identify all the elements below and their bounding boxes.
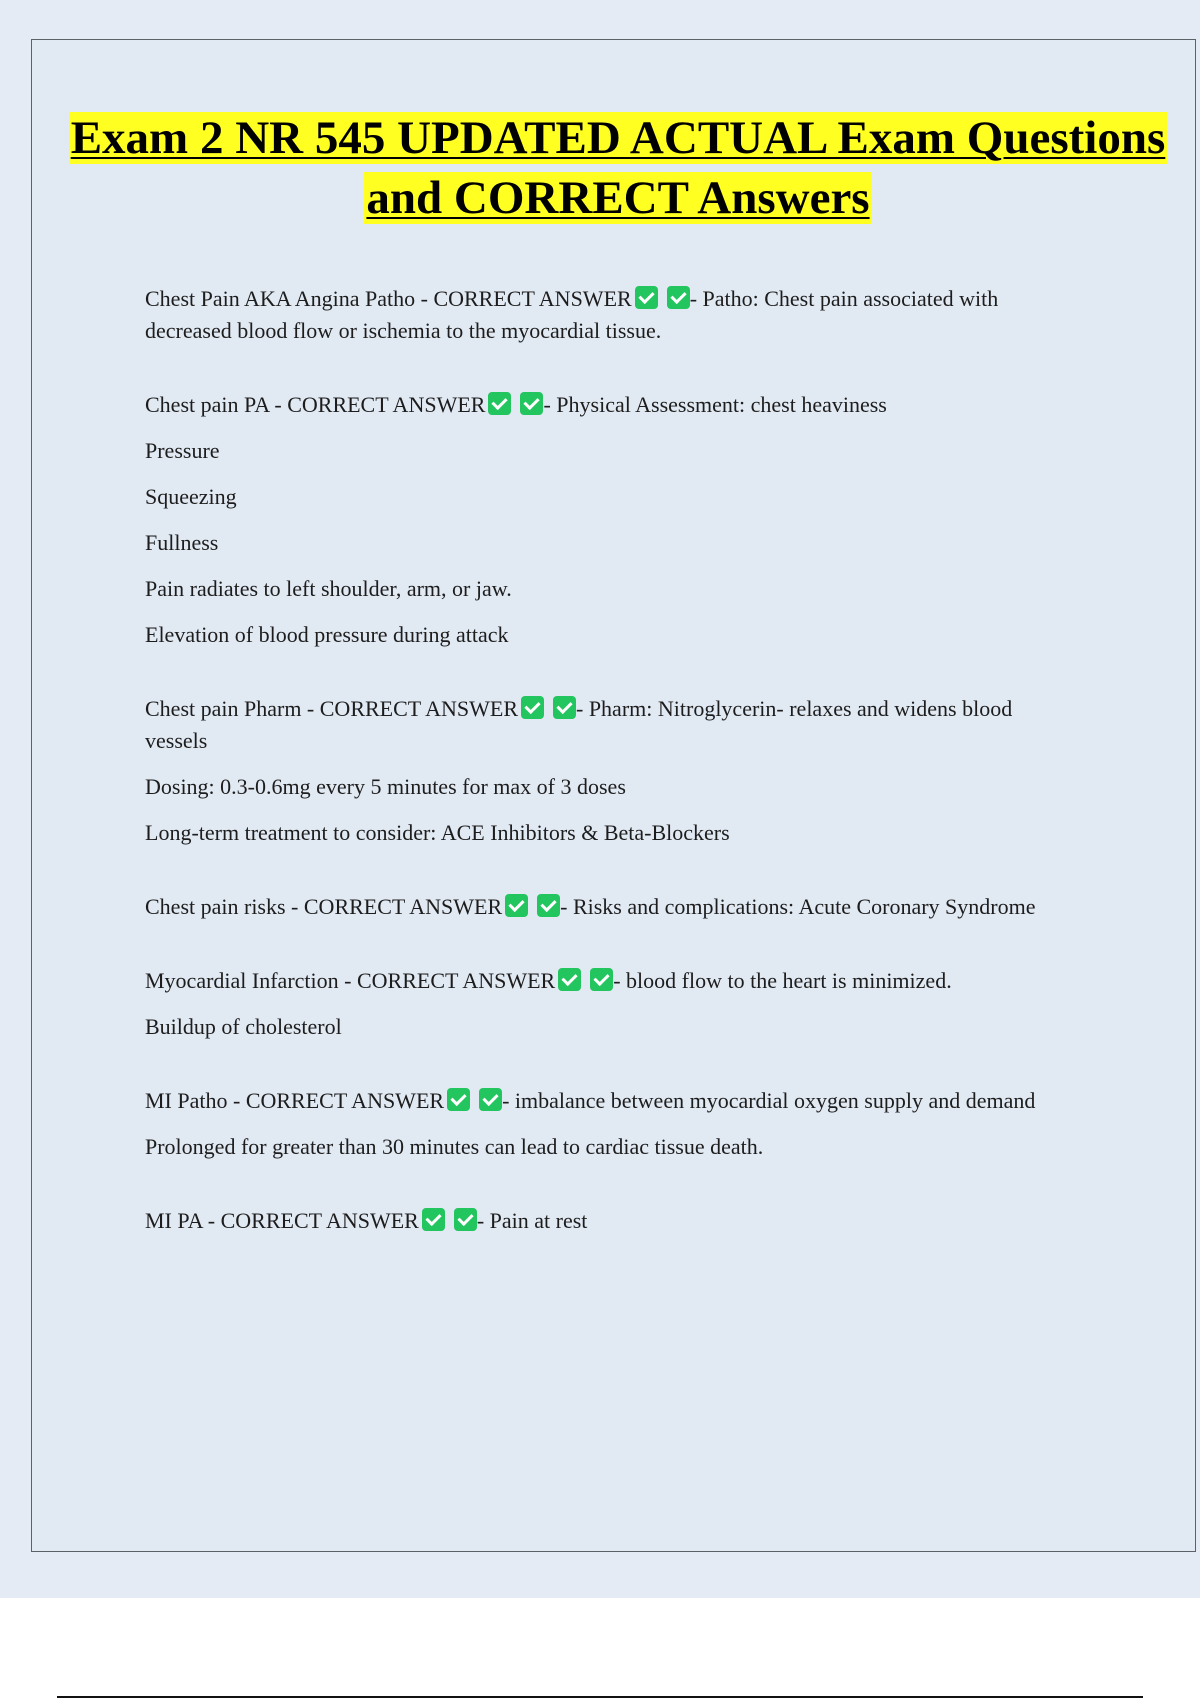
answer-detail-line: Pressure	[145, 438, 220, 463]
answer-detail-line: Prolonged for greater than 30 minutes can lead to cardiac tissue death.	[145, 1134, 764, 1159]
answer-text: - Risks and complications: Acute Coronary Syndrome	[560, 894, 1036, 919]
qa-question-line	[145, 965, 1075, 997]
qa-entry	[145, 891, 1075, 923]
check-box-icon	[553, 696, 576, 719]
question-text: Myocardial Infarction - CORRECT ANSWER	[145, 968, 556, 993]
question-text: Chest pain PA - CORRECT ANSWER	[145, 392, 486, 417]
qa-entry	[145, 389, 1075, 651]
footer-divider	[57, 1696, 1143, 1698]
check-box-icon	[422, 1208, 445, 1231]
qa-question-line	[145, 389, 1075, 421]
answer-detail-line: Fullness	[145, 530, 219, 555]
answer-detail-line: Buildup of cholesterol	[145, 1014, 342, 1039]
qa-entry	[145, 1205, 1075, 1237]
answer-detail-line: Long-term treatment to consider: ACE Inhibitors & Beta-Blockers	[145, 820, 730, 845]
check-box-icon	[521, 696, 544, 719]
document-title	[60, 108, 1176, 228]
check-box-icon	[520, 392, 543, 415]
check-box-icon	[505, 894, 528, 917]
question-text: MI Patho - CORRECT ANSWER	[145, 1088, 445, 1113]
check-box-icon	[590, 968, 613, 991]
answer-detail-line: Elevation of blood pressure during attack	[145, 622, 509, 647]
qa-question-line	[145, 693, 1075, 757]
check-box-icon	[488, 392, 511, 415]
qa-question-line	[145, 283, 1075, 347]
qa-question-line	[145, 1205, 1075, 1237]
check-box-icon	[447, 1088, 470, 1111]
question-text: MI PA - CORRECT ANSWER	[145, 1208, 419, 1233]
answer-text: - Physical Assessment: chest heaviness	[543, 392, 887, 417]
answer-text: - imbalance between myocardial oxygen supply and demand	[502, 1088, 1036, 1113]
check-box-icon	[558, 968, 581, 991]
answer-text: - blood flow to the heart is minimized.	[613, 968, 952, 993]
qa-list	[145, 283, 1075, 1237]
answer-text: - Patho: Chest pain associated with decreased blood flow or ischemia to the myocardial tissue.	[145, 286, 999, 343]
qa-entry	[145, 1085, 1075, 1163]
qa-question-line	[145, 1085, 1075, 1117]
check-box-icon	[537, 894, 560, 917]
document-title-text: Exam 2 NR 545 UPDATED ACTUAL Exam Questions and CORRECT Answers	[70, 112, 1166, 224]
answer-text: - Pharm: Nitroglycerin- relaxes and widens blood vessels	[145, 696, 1013, 753]
check-box-icon	[635, 286, 658, 309]
qa-entry	[145, 283, 1075, 347]
qa-entry	[145, 693, 1075, 849]
question-text: Chest pain risks - CORRECT ANSWER	[145, 894, 503, 919]
qa-entry	[145, 965, 1075, 1043]
check-box-icon	[479, 1088, 502, 1111]
question-text: Chest pain Pharm - CORRECT ANSWER	[145, 696, 518, 721]
check-box-icon	[667, 286, 690, 309]
answer-detail-line: Pain radiates to left shoulder, arm, or jaw.	[145, 576, 512, 601]
qa-question-line	[145, 891, 1075, 923]
answer-text: - Pain at rest	[476, 1208, 588, 1233]
answer-detail-line: Squeezing	[145, 484, 237, 509]
question-text: Chest Pain AKA Angina Patho - CORRECT ANSWER	[145, 286, 632, 311]
answer-detail-line: Dosing: 0.3-0.6mg every 5 minutes for max of 3 doses	[145, 774, 626, 799]
check-box-icon	[454, 1208, 477, 1231]
